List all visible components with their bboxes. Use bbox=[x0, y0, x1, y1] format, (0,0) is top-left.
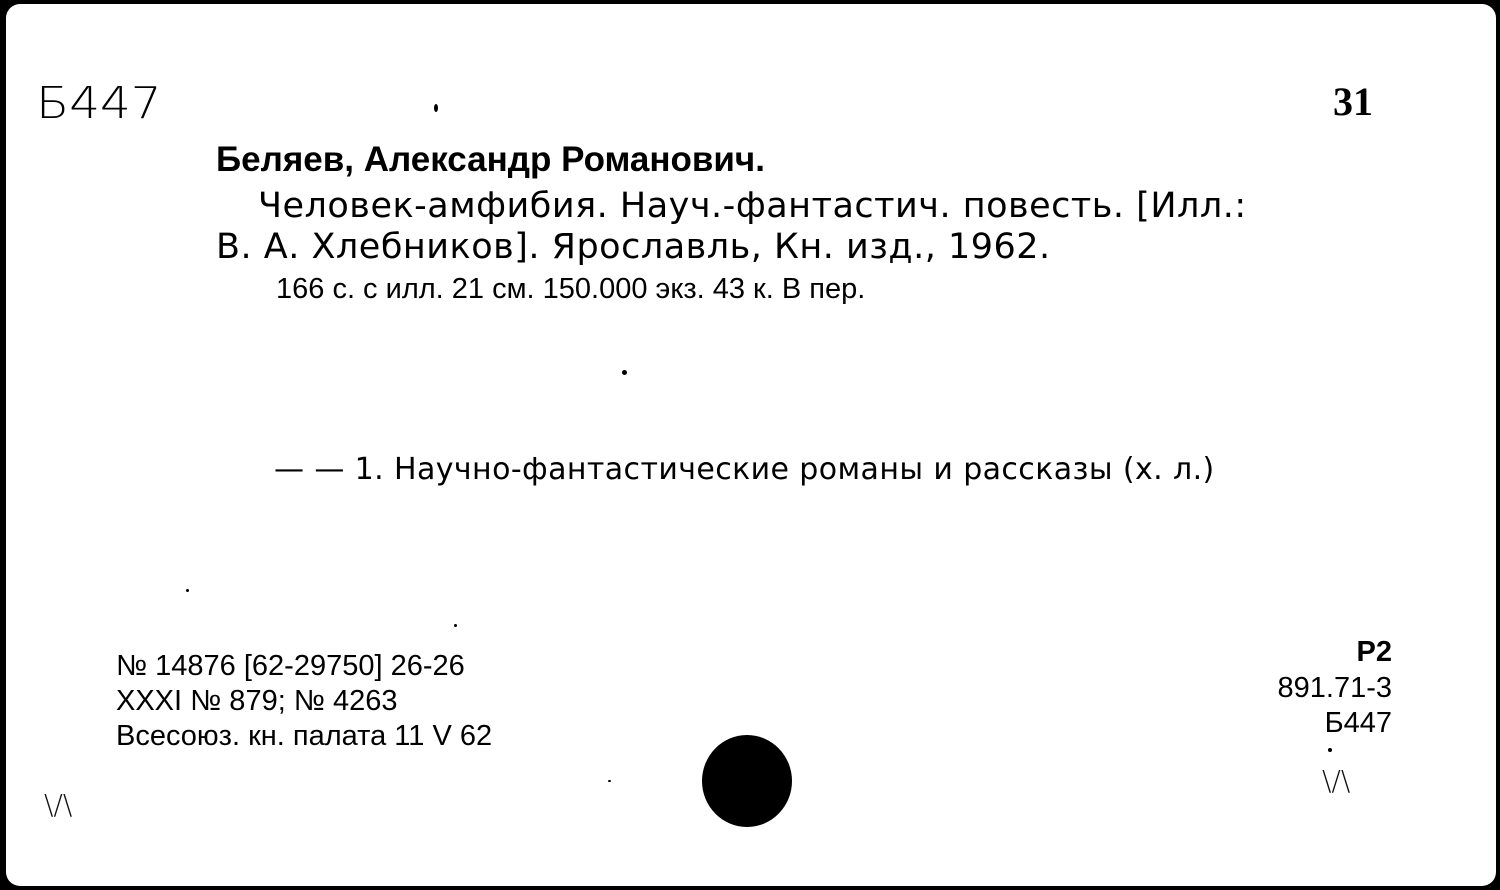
page-number: 31 bbox=[1333, 79, 1373, 124]
classification-line-2: 891.71-3 bbox=[1277, 672, 1392, 704]
ink-speck bbox=[608, 780, 611, 782]
classification-line-1: Р2 bbox=[1356, 636, 1392, 668]
catalog-card bbox=[6, 4, 1496, 886]
title-line-2: В. А. Хлебников]. Ярославль, Кн. изд., 1962. bbox=[216, 227, 1051, 267]
ink-speck bbox=[622, 370, 627, 375]
handwritten-call-number: Б447 bbox=[36, 78, 162, 129]
handwritten-mark-left: \/\ bbox=[44, 788, 73, 821]
handwritten-mark-right: \/\ bbox=[1322, 764, 1351, 797]
ink-speck bbox=[454, 624, 457, 627]
punch-hole bbox=[702, 735, 792, 827]
classification-line-3: Б447 bbox=[1324, 707, 1392, 739]
ink-speck bbox=[186, 589, 189, 592]
registry-line-3: Всесоюз. кн. палата 11 V 62 bbox=[116, 720, 493, 752]
ink-speck bbox=[434, 104, 438, 112]
author-heading: Беляев, Александр Романович. bbox=[216, 140, 765, 179]
registry-line-1: № 14876 [62-29750] 26-26 bbox=[116, 650, 465, 682]
registry-line-2: XXXI № 879; № 4263 bbox=[116, 685, 398, 717]
physical-description: 166 с. с илл. 21 см. 150.000 экз. 43 к. В пер. bbox=[276, 273, 866, 305]
title-line-1: Человек-амфибия. Науч.-фантастич. повесть. [Илл.: bbox=[258, 186, 1247, 226]
ink-speck bbox=[1328, 748, 1332, 752]
subject-entry: — — 1. Научно-фантастические романы и рассказы (х. л.) bbox=[274, 452, 1215, 487]
